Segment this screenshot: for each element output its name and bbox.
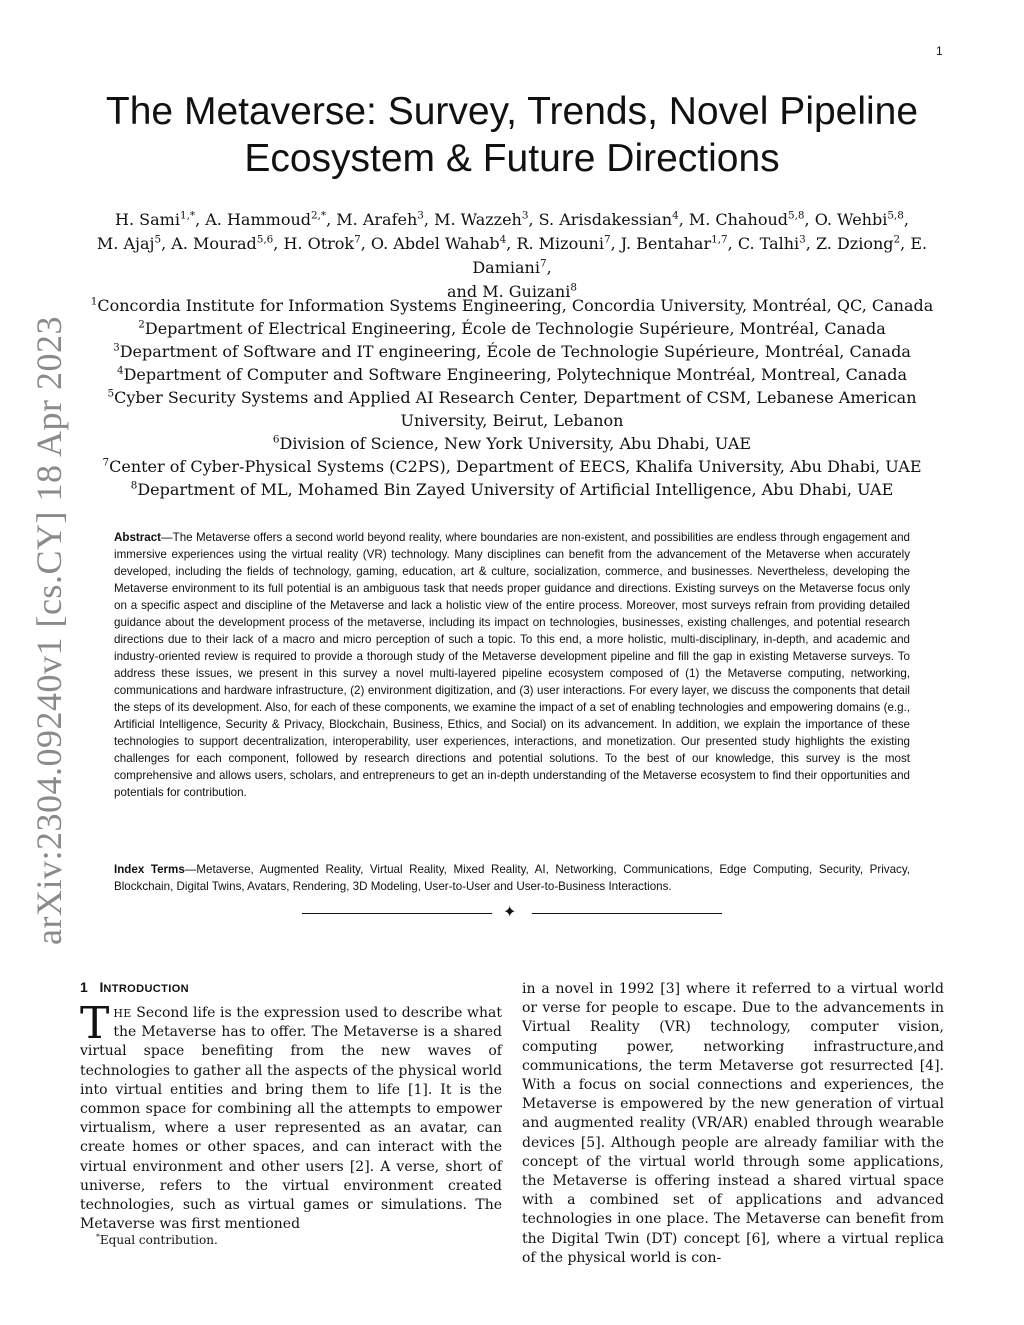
author-name: Z. Dziong (815, 234, 894, 253)
author-name: M. Guizani (482, 282, 571, 301)
author-name: O. Abdel Wahab (370, 234, 500, 253)
author (621, 234, 728, 253)
author-affiliation-mark: 1,* (179, 209, 196, 222)
footnote-text: Equal contribution. (99, 1233, 218, 1247)
author-affiliation-mark: 7 (539, 257, 547, 270)
author-name: J. Bentahar (620, 234, 712, 253)
author-name: H. Otrok (283, 234, 355, 253)
affiliation (80, 478, 944, 501)
affiliation-text: Cyber Security Systems and Applied AI Research Center, Department of CSM, Lebanese American University, Beirut, Lebanon (114, 388, 917, 430)
section-title-rest: NTRODUCTION (103, 983, 190, 995)
author-name: M. Chahoud (688, 210, 788, 229)
affiliation-number: 3 (113, 341, 120, 354)
author-name: O. Wehbi (814, 210, 888, 229)
affiliation-text: Center of Cyber-Physical Systems (C2PS), Department of EECS, Khalifa University, Abu Dhabi, UAE (109, 457, 922, 476)
title-line-1: The Metaverse: Survey, Trends, Novel Pipeline (105, 90, 919, 133)
author (171, 234, 273, 253)
author (434, 210, 528, 229)
divider-rule-right (532, 913, 722, 914)
affiliation (80, 386, 944, 432)
affiliation (80, 294, 944, 317)
abstract-text: —The Metaverse offers a second world beyond reality, where boundaries are non-existent, and possibilities are endless through engagement and immersive experiences using the virtual reality (VR) technology. Many disciplines can benefit from the advancement of the Metaverse when accurately developed, including the fields of technology, gaming, education, art & culture, socialization, commerce, and businesses. Nevertheless, developing the Metaverse environment to its full potential is an ambiguous task that needs proper guidance and directions. Existing surveys on the Metaverse focus only on a specific aspect and discipline of the Metaverse and lack a holistic view of the entire process. Moreover, most surveys refrain from providing detailed guidance about the development process of the metaverse, including its impact on technologies, businesses, existing challenges, and potential research directions due to their lack of a macro and micro perception of such a topic. To this end, a more holistic, multi-disciplinary, in-depth, and academic and industry-oriented review is required to provide a thorough study of the Metaverse development pipeline and fill the gap in existing Metaverse surveys. To address these issues, we present in this survey a novel multi-layered pipeline ecosystem composed of (1) the Metaverse computing, networking, communications and hardware infrastructure, (2) environment digitization, and (3) user interactions. For every layer, we discuss the components that detail the steps of its development. Also, for each of these components, we examine the impact of a set of enabling technologies and empowering domains (e.g., Artificial Intelligence, Security & Privacy, Blockchain, Business, Ethics, and Social) on its advancement. In addition, we explain the importance of these technologies to support decentralization, interoperability, user experiences, interactions, and monetization. Our presented study highlights the existing challenges for each component, followed by research directions and potential solutions. To the best of our knowledge, this survey is the most comprehensive and allows users, scholars, and entrepreneurs to get an in-depth understanding of the Metaverse ecosystem to find their opportunities and potentials for contribution. (114, 531, 910, 799)
affiliation-text: Department of Software and IT engineering, École de Technologie Supérieure, Montréal, Canada (119, 342, 911, 361)
author-affiliation-mark: 5,8 (887, 209, 904, 222)
author-affiliation-mark: 7 (354, 233, 361, 246)
author (371, 234, 506, 253)
author-name: M. Wazzeh (434, 210, 522, 229)
author-affiliation-mark: 8 (570, 281, 577, 294)
author-name: A. Hammoud (205, 210, 311, 229)
index-terms (114, 861, 910, 895)
affiliation-list (80, 294, 944, 501)
author-name: A. Mourad (171, 234, 257, 253)
arxiv-identifier-stamp: arXiv:2304.09240v1 [cs.CY] 18 Apr 2023 (29, 316, 69, 945)
author-affiliation-mark: 5 (154, 233, 162, 246)
author-affiliation-mark: 2 (893, 233, 901, 246)
author-name: M. Ajaj (96, 234, 155, 253)
affiliation (80, 340, 944, 363)
author (97, 234, 161, 253)
author-list: H. Sami$^{1,*}$, A. Hammoud$^{2,*}$, M. Arafeh$^3$, M. Wazzeh$^3$, S. Arisdakessian$^4$, M. Chahoud$^{5,8}$, O. Wehbi$^{5,8}$, M. Ajaj$^5$, A. Mourad$^{5,6}$, H. Otrok$^7$, O. Abdel Wahab$^4$, R. Mizouni$^7$, J. Bentahar$^{1,7}$, C. Talhi$^3$, Z. Dziong$^2$, E. Damiani$^7$, and M. Guizani$^8$ (96, 209, 928, 301)
author (115, 210, 195, 229)
affiliation-number: 4 (116, 364, 124, 377)
affiliation (80, 363, 944, 386)
affiliation (80, 317, 944, 340)
paper-title (90, 88, 934, 182)
section-heading-introduction (80, 979, 189, 995)
index-terms-label: Index Terms (114, 863, 185, 876)
affiliation-number: 2 (138, 318, 145, 331)
affiliation-number: 7 (102, 456, 110, 469)
affiliation-number: 6 (272, 433, 280, 446)
author-affiliation-mark: 7 (603, 233, 611, 246)
author-affiliation-mark: 5,8 (788, 209, 805, 222)
author-affiliation-mark: 3 (799, 233, 806, 246)
footnote-mark: * (96, 1232, 100, 1241)
affiliation-number: 5 (107, 387, 115, 400)
affiliation-number: 8 (130, 479, 138, 492)
author-affiliation-mark: 5,6 (256, 233, 274, 246)
affiliation-text: Department of Computer and Software Engineering, Polytechnique Montréal, Montreal, Canada (123, 365, 908, 384)
author (539, 210, 679, 229)
abstract-label: Abstract (114, 531, 162, 544)
author (205, 210, 326, 229)
page-number: 1 (936, 44, 943, 58)
affiliation-text: Concordia Institute for Information Systems Engineering, Concordia University, Montréal, QC, Canada (97, 296, 934, 315)
affiliation (80, 455, 944, 478)
author-name: E. Damiani (472, 234, 928, 277)
author-name: M. Arafeh (336, 210, 418, 229)
author-name: S. Arisdakessian (538, 210, 673, 229)
title-line-2: Ecosystem & Future Directions (244, 137, 780, 180)
author (689, 210, 805, 229)
intro-column-right (522, 980, 944, 1268)
intro-smallcaps: HE (113, 1007, 132, 1020)
intro-column-left (80, 998, 502, 1234)
divider-rule-left (302, 913, 492, 914)
drop-cap: T (80, 998, 110, 1049)
section-number: 1 (80, 979, 88, 995)
section-divider (302, 902, 722, 921)
author (336, 210, 424, 229)
author (816, 234, 900, 253)
footnote (96, 1233, 218, 1247)
author-affiliation-mark: 3 (521, 209, 529, 222)
author-affiliation-mark: 2,* (311, 209, 327, 222)
author-affiliation-mark: 3 (417, 209, 424, 222)
author (516, 234, 610, 253)
author-name: R. Mizouni (516, 234, 604, 253)
author-affiliation-mark: 1,7 (711, 233, 728, 246)
author-name: H. Sami (115, 210, 180, 229)
affiliation-text: Division of Science, New York University, Abu Dhabi, UAE (279, 434, 752, 453)
intro-right-text: in a novel in 1992 [3] where it referred to a virtual world or verse for people to escape. Due to the advancements in Virtual Reality (VR) technology, computer vision, computing power, networking infrastructure,and communications, the term Metaverse got resurrected [4]. With a focus on social connections and experiences, the Metaverse is empowered by the new generation of virtual and augmented reality (VR/AR) enabled through wearable devices [5]. Although people are already familiar with the concept of the virtual world through some applications, the Metaverse is offering instead a shared virtual space with a combined set of applications and advanced technologies in one place. The Metaverse can benefit from the Digital Twin (DT) concept [6], where a virtual replica of the physical world is con- (522, 981, 944, 1266)
index-terms-text: —Metaverse, Augmented Reality, Virtual Reality, Mixed Reality, AI, Networking, Communications, Edge Computing, Security, Privacy, Blockchain, Digital Twins, Avatars, Rendering, 3D Modeling, User-to-User and User-to-Business Interactions. (114, 863, 910, 893)
author (738, 234, 806, 253)
affiliation (80, 432, 944, 455)
author-affiliation-mark: 4 (499, 233, 507, 246)
author-name: C. Talhi (737, 234, 800, 253)
intro-left-text: Second life is the expression used to describe what the Metaverse has to offer. The Metaverse is a shared virtual space benefiting from the new waves of technologies to gather all the aspects of the physical world into virtual entities and bring them to life [1]. It is the common space for combining all the attempts to empower virtualism, where a user represented as an avatar, can create homes or other spaces, and can interact with the virtual environment and other users [2]. A verse, short of universe, refers to the virtual environment created technologies, such as virtual games or simulations. The Metaverse was first mentioned (80, 1005, 502, 1233)
authors-and: and (447, 282, 478, 301)
author-affiliation-mark: 4 (672, 209, 679, 222)
affiliation-text: Department of ML, Mohamed Bin Zayed University of Artificial Intelligence, Abu Dhabi, UAE (137, 480, 894, 499)
affiliation-number: 1 (90, 295, 98, 308)
section-title-initial: I (99, 979, 104, 995)
author (283, 234, 360, 253)
divider-diamond-icon: ✦ (503, 902, 517, 921)
abstract (114, 529, 910, 801)
author (815, 210, 904, 229)
affiliation-text: Department of Electrical Engineering, École de Technologie Supérieure, Montréal, Canada (144, 319, 886, 338)
